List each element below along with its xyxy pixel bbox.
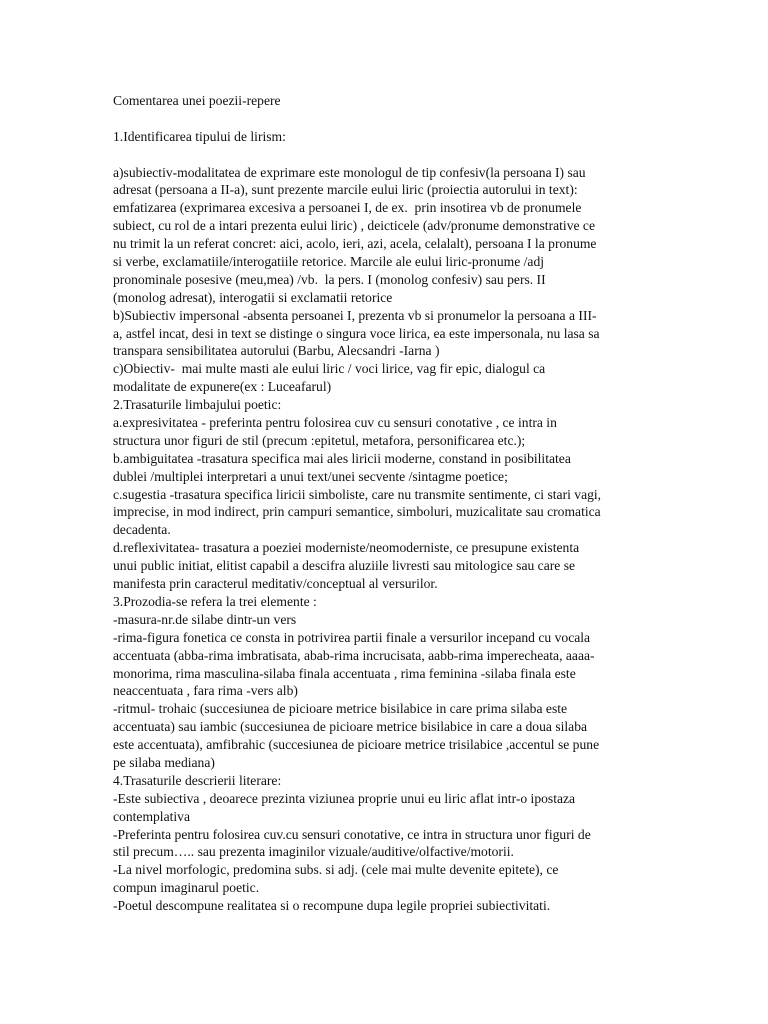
text-line: 3.Prozodia-se refera la trei elemente : [113,593,317,609]
text-line: unui public initiat, elitist capabil a descifra aluziile livresti sau mitologice sau care se [113,558,576,574]
blank-line [113,146,661,164]
text-line: stil precum….. sau prezenta imaginilor vizuale/auditive/olfactive/motorii. [113,844,514,860]
text-line: -rima-figura fonetica ce consta in potrivirea partii finale a versurilor incepand cu vocala [113,629,591,645]
text-line: (monolog adresat), interogatii si exclamatii retorice [113,289,393,305]
text-line: 2.Trasaturile limbajului poetic: [113,397,282,413]
text-line: compun imaginarul poetic. [113,880,260,896]
text-line: contemplativa [113,808,191,824]
document-body [113,164,661,915]
text-line: imprecise, in mod indirect, prin campuri semantice, simboluri, muzicalitate sau cromatica [113,504,601,520]
document-title: Comentarea unei poezii-repere [113,93,281,108]
text-line: neaccentuata , fara rima -vers alb) [113,683,298,699]
text-line: este accentuata), amfibrahic (succesiunea de picioare metrice trisilabice ,accentul se pune [113,737,600,753]
text-line: emfatizarea (exprimarea excesiva a persoanei I, de ex. prin insotirea vb de pronumele [113,200,582,216]
text-line: 4.Trasaturile descrierii literare: [113,772,282,788]
text-line: si verbe, exclamatiile/interogatiile retorice. Marcile ale eului liric-pronume /adj [113,254,545,270]
text-line: modalitate de expunere(ex : Luceafarul) [113,379,332,395]
text-line: manifesta prin caracterul meditativ/conceptual al versurilor. [113,576,438,592]
text-line: -Este subiectiva , deoarece prezinta viziunea proprie unui eu liric aflat intr-o ipostaza [113,790,576,806]
text-line: pronominale posesive (meu,mea) /vb. la pers. I (monolog confesiv) sau pers. II [113,271,546,287]
blank-line [113,110,661,128]
text-line: adresat (persoana a II-a), sunt prezente marcile eului liric (proiectia autorului in text): [113,182,578,198]
text-line: accentuata (abba-rima imbratisata, abab-rima incrucisata, aabb-rima imperecheata, aaaa- [113,647,595,663]
text-line: a.expresivitatea - preferinta pentru folosirea cuv cu sensuri conotative , ce intra in [113,415,557,431]
text-line: -Preferinta pentru folosirea cuv.cu sensuri conotative, ce intra in structura unor figuri de [113,826,591,842]
text-line: transpara sensibilitatea autorului (Barbu, Alecsandri -Iarna ) [113,343,440,359]
text-line: decadenta. [113,522,171,538]
text-line: monorima, rima masculina-silaba finala accentuata , rima feminina -silaba finala este [113,665,576,681]
text-line: b.ambiguitatea -trasatura specifica mai ales liricii moderne, constand in posibilitatea [113,450,571,466]
text-line: accentuata) sau iambic (succesiunea de picioare metrice bisilabice in care a doua silaba [113,719,588,735]
text-line: c.sugestia -trasatura specifica liricii simboliste, care nu transmite sentimente, ci stari vagi, [113,486,602,502]
document-page [113,92,661,915]
text-line: -ritmul- trohaic (succesiunea de picioare metrice bisilabice in care prima silaba este [113,701,568,717]
text-line: nu trimit la un referat concret: aici, acolo, ieri, azi, acela, celalalt), persoana I la pronume [113,236,597,252]
text-line: a)subiectiv-modalitatea de exprimare este monologul de tip confesiv(la persoana I) sau [113,164,586,180]
section-heading: 1.Identificarea tipului de lirism: [113,128,286,144]
text-line: dublei /multiplei interpretari a unui text/unei secvente /sintagme poetice; [113,468,508,484]
text-line: subiect, cu rol de a intari prezenta eului liric) , deicticele (adv/pronume demonstrative ce [113,218,595,234]
text-line: c)Obiectiv- mai multe masti ale eului liric / voci lirice, vag fir epic, dialogul ca [113,361,546,377]
text-line: structura unor figuri de stil (precum :epitetul, metafora, personificarea etc.); [113,432,526,448]
text-line: pe silaba mediana) [113,754,215,770]
text-line: a, astfel incat, desi in text se distinge o singura voce lirica, ea este impersonala, nu lasa sa [113,325,600,341]
text-line: b)Subiectiv impersonal -absenta persoanei I, prezenta vb si pronumelor la persoana a III- [113,307,597,323]
text-line: -La nivel morfologic, predomina subs. si adj. (cele mai multe devenite epitete), ce [113,862,559,878]
text-line: -masura-nr.de silabe dintr-un vers [113,611,297,627]
text-line: d.reflexivitatea- trasatura a poeziei moderniste/neomoderniste, ce presupune existenta [113,540,580,556]
text-line: -Poetul descompune realitatea si o recompune dupa legile propriei subiectivitati. [113,898,551,914]
